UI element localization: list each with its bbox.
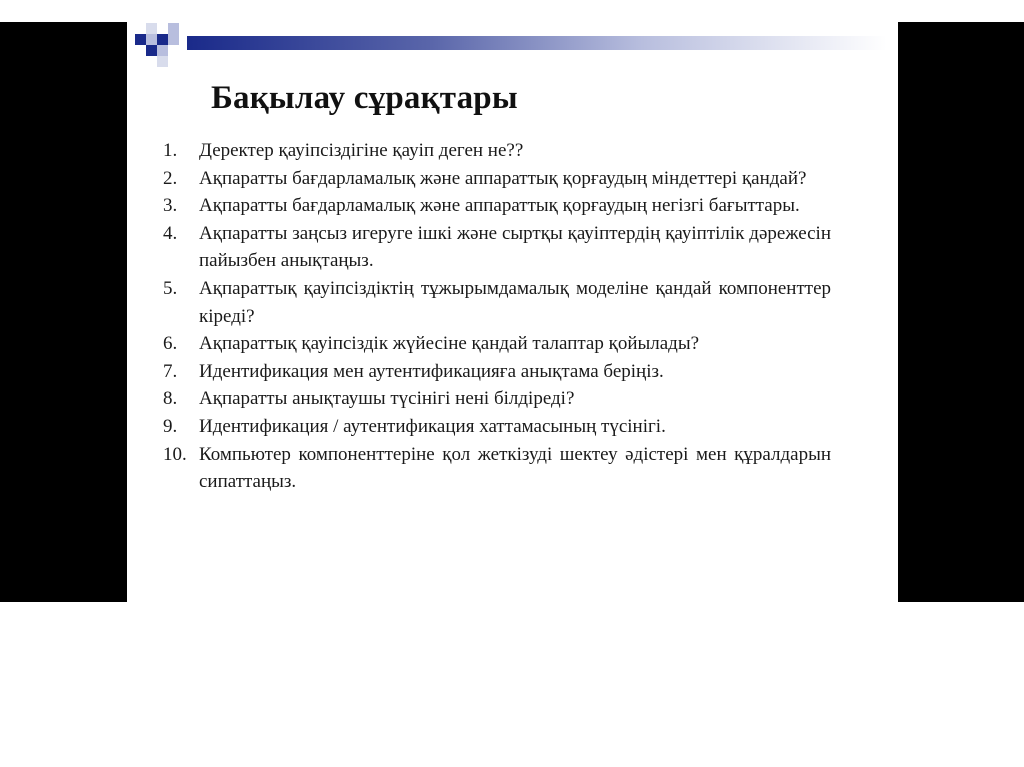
deco-square	[168, 23, 179, 34]
question-item	[163, 441, 831, 496]
question-number: 4.	[163, 222, 178, 244]
question-item	[163, 137, 831, 165]
question-number: 7.	[163, 360, 178, 382]
questions-list	[163, 137, 831, 496]
question-number: 9.	[163, 415, 178, 437]
question-item	[163, 275, 831, 330]
slide-title: Бақылау сұрақтары	[211, 80, 518, 116]
question-number: 6.	[163, 333, 178, 355]
deco-square	[146, 45, 157, 56]
question-text: Ақпаратты заңсыз игеруге ішкі және сыртқы қауіптердің қауіптілік дәрежесін пайызбен анықтаңыз.	[199, 222, 831, 272]
question-text: Компьютер компоненттеріне қол жеткізуді шектеу әдістері мен құралдарын сипаттаңыз.	[199, 443, 831, 493]
question-item	[163, 385, 831, 413]
question-text: Деректер қауіпсіздігіне қауіп деген не??	[199, 140, 524, 161]
deco-square	[146, 23, 157, 34]
deco-square	[157, 34, 168, 45]
question-text: Идентификация мен аутентификацияға анықтама беріңіз.	[199, 360, 664, 382]
question-number: 10.	[163, 443, 187, 465]
question-item	[163, 220, 831, 275]
question-number: 1.	[163, 140, 178, 161]
question-item	[163, 165, 831, 193]
deco-square	[146, 34, 157, 45]
deco-square	[157, 45, 168, 56]
deco-square	[135, 34, 146, 45]
question-item	[163, 358, 831, 386]
question-item	[163, 192, 831, 220]
question-number: 3.	[163, 195, 178, 217]
question-text: Ақпаратты анықтаушы түсінігі нені білдіреді?	[199, 388, 575, 410]
deco-square	[157, 56, 168, 67]
slide	[127, 22, 898, 602]
question-number: 8.	[163, 388, 178, 410]
question-item	[163, 330, 831, 358]
question-text: Ақпаратты бағдарламалық және аппараттық қорғаудың негізгі бағыттары.	[199, 195, 800, 217]
question-number: 2.	[163, 167, 178, 189]
deco-square	[168, 34, 179, 45]
question-item	[163, 413, 831, 441]
header-gradient-bar	[187, 36, 887, 50]
question-text: Ақпараттық қауіпсіздіктің тұжырымдамалық моделіне қандай компоненттер кіреді?	[199, 277, 831, 327]
header-decoration	[127, 22, 898, 82]
question-text: Ақпаратты бағдарламалық және аппараттық қорғаудың міндеттері қандай?	[199, 167, 807, 189]
question-number: 5.	[163, 277, 178, 299]
question-text: Ақпараттық қауіпсіздік жүйесіне қандай талаптар қойылады?	[199, 333, 700, 355]
question-text: Идентификация / аутентификация хаттамасының түсінігі.	[199, 415, 666, 437]
